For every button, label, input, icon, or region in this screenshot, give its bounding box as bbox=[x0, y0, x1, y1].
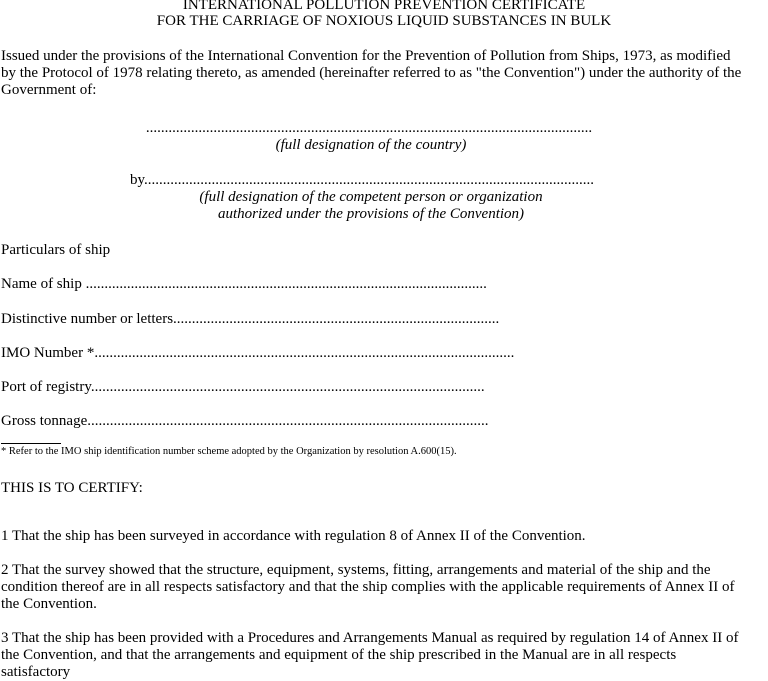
field-dots: ........................................................................................................... bbox=[85, 276, 487, 292]
field-gross-tonnage bbox=[1, 413, 489, 430]
by-label: by bbox=[130, 172, 145, 188]
certify-heading: THIS IS TO CERTIFY: bbox=[1, 480, 143, 496]
field-port-of-registry bbox=[1, 379, 485, 396]
footnote: * Refer to the IMO ship identification number scheme adopted by the Organization by resolution A.600(15). bbox=[1, 446, 457, 457]
field-label: Port of registry bbox=[1, 379, 91, 395]
field-imo-number bbox=[1, 345, 514, 362]
footnote-divider bbox=[1, 443, 61, 444]
authority-fill-line bbox=[130, 172, 594, 189]
field-dots: ......................................................................................................... bbox=[90, 379, 485, 395]
certify-item-1: 1 That the ship has been surveyed in accordance with regulation 8 of Annex II of the Convention. bbox=[1, 528, 586, 544]
field-dots: ....................................................................................... bbox=[173, 311, 500, 327]
certificate-title-line-2: FOR THE CARRIAGE OF NOXIOUS LIQUID SUBSTANCES IN BULK bbox=[156, 13, 612, 29]
field-dots: ................................................................................................................ bbox=[94, 345, 515, 361]
authority-dots: ........................................................................................................................ bbox=[144, 172, 595, 188]
field-name-of-ship bbox=[1, 276, 487, 293]
country-caption: (full designation of the country) bbox=[275, 137, 467, 153]
field-label: Name of ship bbox=[1, 276, 86, 292]
particulars-heading: Particulars of ship bbox=[1, 242, 111, 258]
authority-caption-line-2: authorized under the provisions of the Convention) bbox=[217, 206, 525, 222]
certify-item-3: 3 That the ship has been provided with a Procedures and Arrangements Manual as required by regulation 14 of Annex II of the Convention, and that the arrangements and equipment of the ship prescribed in the Manual are in all respects satisfactory bbox=[1, 630, 739, 680]
field-label: Gross tonnage bbox=[1, 413, 88, 429]
country-fill-line: ....................................................................................................................... bbox=[145, 120, 593, 136]
certify-item-2: 2 That the survey showed that the structure, equipment, systems, fitting, arrangements and material of the ship and the condition thereof are in all respects satisfactory and that the ship complies with the applicable requirements of Annex II of the Convention. bbox=[1, 562, 735, 612]
certificate-title-line-1: INTERNATIONAL POLLUTION PREVENTION CERTIFICATE bbox=[182, 0, 586, 13]
intro-paragraph: Issued under the provisions of the International Convention for the Prevention of Pollution from Ships, 1973, as modified by the Protocol of 1978 relating thereto, as amended (hereinafter referred to as "the Convention") under the authority of the Government of: bbox=[1, 48, 742, 98]
field-label: IMO Number * bbox=[1, 345, 95, 361]
field-label: Distinctive number or letters bbox=[1, 311, 174, 327]
field-dots: ........................................................................................................... bbox=[87, 413, 489, 429]
field-distinctive-number bbox=[1, 311, 499, 328]
authority-caption-line-1: (full designation of the competent person or organization bbox=[199, 189, 543, 205]
